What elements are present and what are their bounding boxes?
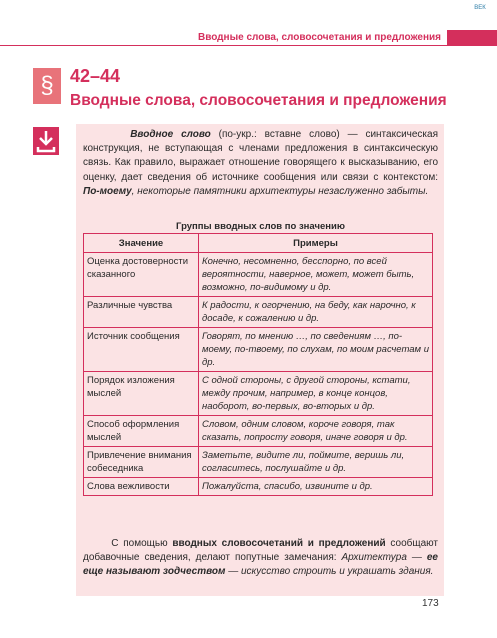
examples-cell: Словом, одним словом, короче говоря, так сказать, попросту говоря, иначе говоря и др. [199,416,433,447]
term-introductory-word: Вводное слово [130,129,211,140]
closing-example-end: — искусство строить и украшать здания. [225,566,434,578]
meaning-cell: Способ оформления мыслей [84,416,199,447]
closing-example-start: Архитектура — [341,552,427,564]
term-phrases-sentences: вводных словосочетаний и предложений [172,538,386,549]
meaning-cell: Источник сообщения [84,328,199,372]
examples-cell: С одной стороны, с другой стороны, кстати, между прочим, например, в конце концов, наоборот, во-первых, во-вторых и др. [199,372,433,416]
header-rule [0,45,447,46]
page-number: 173 [422,598,439,609]
meaning-cell: Привлечение внимания собеседника [84,447,199,478]
closing-text [83,537,438,580]
closing-example-bold: ее еще называют зодчеством [83,552,438,578]
publisher-logo: ВЕК [474,5,486,11]
table-row [84,328,433,372]
intro-example: , некоторые памятники архитектуры незаслуженно забыты. [131,185,429,197]
header-bar [447,30,497,46]
table-row [84,416,433,447]
column-header-examples: Примеры [199,234,433,253]
intro-definition: (по-укр.: вставне слово) — синтаксическая конструкция, не вступающая с членами предложения в синтаксическую связь. Как правило, выражает отношение говорящего к высказыванию, его оценку, дает сведения об источнике сообщения или связи с контекстом: [83,129,438,183]
table-row [84,297,433,328]
meaning-cell: Порядок изложения мыслей [84,372,199,416]
examples-cell: К радости, к огорчению, на беду, как нарочно, к досаде, к сожалению и др. [199,297,433,328]
table-row [84,253,433,297]
table-row [84,447,433,478]
table-row [84,372,433,416]
intro-text [83,128,438,199]
examples-cell: Говорят, по мнению …, по сведениям …, по-моему, по-твоему, по слухам, по моим расчетам и др. [199,328,433,372]
examples-cell: Пожалуйста, спасибо, извините и др. [199,478,433,496]
examples-cell: Заметьте, видите ли, поймите, веришь ли, согласитесь, послушайте и др. [199,447,433,478]
meaning-cell: Слова вежливости [84,478,199,496]
meaning-cell: Оценка достоверности сказанного [84,253,199,297]
table-row [84,478,433,496]
closing-lead: С помощью [111,538,173,549]
groups-table [83,233,433,496]
section-sign: § [33,68,61,104]
running-header: Вводные слова, словосочетания и предложения [197,32,441,43]
examples-cell: Конечно, несомненно, бесспорно, по всей вероятности, наверное, может, может быть, возможно, по-видимому и др. [199,253,433,297]
closing-explanation: сообщают добавочные сведения, делают попутные замечания: [83,538,439,564]
meaning-cell: Различные чувства [84,297,199,328]
download-info-icon [33,127,59,155]
table-caption: Группы вводных слов по значению [176,221,345,232]
paragraph-title: Вводные слова, словосочетания и предложения [70,92,447,109]
column-header-meaning: Значение [84,234,199,253]
intro-example-bold: По-моему [83,185,132,197]
paragraph-number: 42–44 [70,66,121,86]
